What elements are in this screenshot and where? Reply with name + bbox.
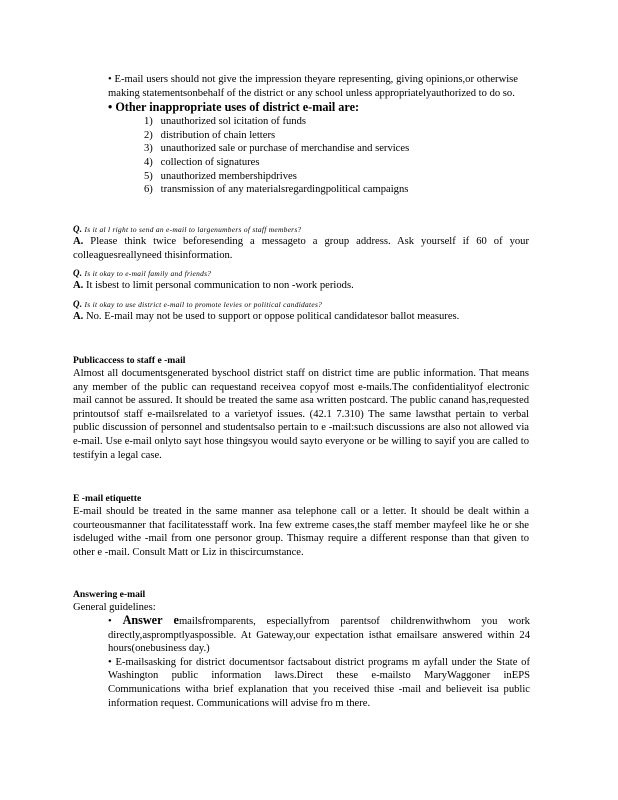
list-item: 2) distribution of chain letters bbox=[144, 129, 276, 141]
section-title: Answering e-mail bbox=[73, 589, 146, 600]
bullet-impression bbox=[108, 73, 518, 100]
section-body: Almost all documentsgenerated byschool district staff on district time are public information. That means any member of the public can requestand receivea copyof most e-mails.The confidentialityof electronic mail cannot be assured. It should be treated the same asa written postcard. The public canand has,requested printoutsof staff e-mailsrelated to a varietyof issues. (42.1 7.310) The same lawsthat pertain to verbal public discussion of personnel and studentsalso pertain to e -mail:such discussions are also not allowed via e-mail. Use e-mail onlyto sayt hose thingsyou would sayto everyone or be willing to sayif you are called to testifyin a legal case. bbox=[73, 368, 529, 461]
qa-block-1 bbox=[73, 224, 529, 262]
general-guidelines-bullets bbox=[108, 614, 530, 710]
list-item: 5) unauthorized membershipdrives bbox=[144, 170, 297, 182]
list-item: 1) unauthorized sol icitation of funds bbox=[144, 116, 306, 128]
guideline-bullet-1 bbox=[108, 614, 530, 656]
guideline-bullet-text: mailsfromparents, especiallyfrom parentsof childrenwithwhom you work directly,aspromptlyaspossible. At Gateway,our expectation isthat emailsare answered within 24 hours(onebusiness day.) bbox=[108, 616, 530, 655]
top-bullet-section bbox=[108, 73, 518, 197]
bullet-glyph: • bbox=[108, 616, 112, 627]
section-title: Publicaccess to staff e -mail bbox=[73, 355, 186, 366]
public-access-section bbox=[73, 354, 529, 462]
bullet-impression-text: E-mail users should not give the impression theyare representing, giving opinions,or otherwise making statementsonbehalf of the district or any school unless appropriatelyauthorized to do so. bbox=[108, 74, 518, 99]
qa-block-2 bbox=[73, 268, 529, 293]
section-title: E -mail etiquette bbox=[73, 493, 142, 504]
question: Q. Is it okay to use district e-mail to promote levies or political candidates? bbox=[73, 299, 323, 309]
etiquette-section bbox=[73, 492, 529, 559]
guideline-bullet-text: E-mailsasking for district documentsor factsabout district programs m ayfall under the State of Washington public information laws.Direct these e-mailsto MaryWaggoner inEPS Communications witha brief explanation that you received thise -mail and believeit isa public information request. Communications will advise fro m there. bbox=[108, 656, 531, 709]
answer: A. No. E-mail may not be used to support or oppose political candidatesor ballot measures. bbox=[73, 311, 460, 322]
question: Q. Is it al l right to send an e-mail to largenumbers of staff members? bbox=[73, 224, 302, 234]
list-item: 6) transmission of any materialsregardingpolitical campaigns bbox=[144, 184, 409, 196]
bullet-glyph: • bbox=[108, 656, 112, 668]
section-subtitle: General guidelines: bbox=[73, 602, 156, 613]
inappropriate-uses-list bbox=[144, 115, 518, 197]
inappropriate-uses-heading-text: Other inappropriate uses of district e-mail are: bbox=[115, 100, 360, 115]
answer: A. It isbest to limit personal communication to non -work periods. bbox=[73, 280, 354, 291]
guideline-bullet-lead: Answer e bbox=[122, 613, 179, 627]
list-item: 3) unauthorized sale or purchase of merchandise and services bbox=[144, 143, 410, 155]
bullet-glyph: • bbox=[108, 74, 112, 85]
list-item: 4) collection of signatures bbox=[144, 156, 260, 168]
inappropriate-uses-heading bbox=[108, 100, 518, 115]
answer: A. Please think twice beforesending a messageto a group address. Ask yourself if 60 of your colleaguesreallyneed thisinformation. bbox=[73, 236, 529, 261]
guideline-bullet-2 bbox=[108, 656, 530, 710]
question: Q. Is it okay to e-mail family and friends? bbox=[73, 268, 212, 278]
answering-section bbox=[73, 588, 529, 615]
qa-block-3 bbox=[73, 299, 529, 324]
bullet-glyph: • bbox=[108, 100, 113, 115]
section-body: E-mail should be treated in the same manner asa telephone call or a letter. It should be dealt within a courteousmanner that facilitatesstaff work. Ina few extreme cases,the staff member mayfeel like he or she isdeluged withe -mail from one personor group. Thismay require a different response than that given to other e -mail. Consult Matt or Liz in thiscircumstance. bbox=[73, 506, 529, 558]
